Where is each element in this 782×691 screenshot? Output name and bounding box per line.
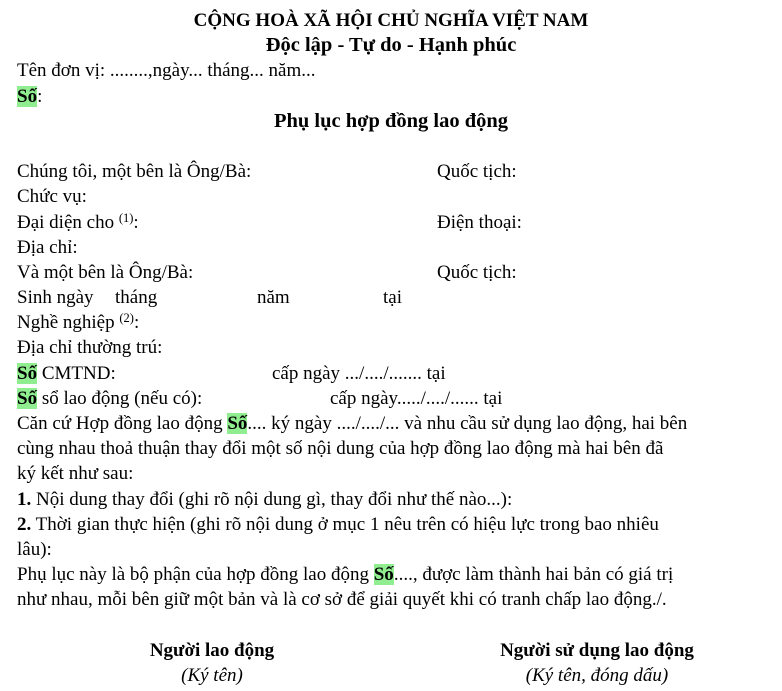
text-segment: cùng nhau thoả thuận thay đổi một số nội dung của hợp đồng lao động mà hai bên đã bbox=[17, 438, 664, 460]
text-segment: Điện thoại: bbox=[437, 211, 522, 233]
text-segment: 2. bbox=[17, 513, 32, 535]
document-body bbox=[17, 8, 765, 613]
text-segment: Phụ lục hợp đồng lao động bbox=[273, 109, 509, 132]
position-line bbox=[17, 184, 765, 209]
so-number-line bbox=[17, 84, 765, 109]
text-segment: .... ký ngày ..../..../... và nhu cầu sử dụng lao động, hai bên bbox=[247, 413, 688, 434]
text-segment: Tên đơn vị: ........,ngày... tháng... năm... bbox=[17, 60, 316, 82]
employer-signature-title: Người sử dụng lao động bbox=[500, 639, 694, 661]
text-segment: : bbox=[133, 211, 139, 233]
so-highlight: Số bbox=[227, 413, 248, 434]
party-b-name-line bbox=[17, 260, 765, 285]
text-segment: Nghề nghiệp bbox=[17, 312, 120, 334]
text-segment: Phụ lục này là bộ phận của hợp đồng lao động bbox=[17, 564, 374, 586]
text-segment: Thời gian thực hiện (ghi rõ nội dung ở mục 1 nêu trên có hiệu lực trong bao nhiêu bbox=[31, 513, 659, 535]
signature-row bbox=[17, 638, 765, 690]
representative-line bbox=[17, 210, 765, 235]
employer-signature-block bbox=[437, 638, 757, 688]
text-segment: ...., được làm thành hai bản có giá trị bbox=[393, 564, 674, 586]
text-segment: như nhau, mỗi bên giữ một bản và là cơ sở để giải quyết khi có tranh chấp lao động./. bbox=[17, 589, 667, 611]
clause-2-line-2 bbox=[17, 537, 765, 562]
text-segment: Căn cứ Hợp đồng lao động bbox=[17, 413, 228, 434]
text-segment: : bbox=[37, 85, 43, 107]
so-highlight: Số bbox=[17, 85, 38, 107]
birth-date-line bbox=[17, 285, 765, 310]
clause-1-line bbox=[17, 487, 765, 512]
text-segment: CMTND: bbox=[37, 362, 116, 384]
clause-2-line-1 bbox=[17, 512, 765, 537]
employee-signature-block bbox=[57, 638, 367, 688]
text-segment: Chúng tôi, một bên là Ông/Bà: bbox=[17, 161, 252, 183]
text-segment: Và một bên là Ông/Bà: bbox=[17, 261, 194, 283]
employee-signature-note: (Ký tên) bbox=[181, 664, 243, 686]
text-segment: sổ lao động (nếu có): bbox=[37, 387, 203, 409]
text-segment: tại bbox=[383, 287, 402, 309]
text-segment: Địa chỉ: bbox=[17, 236, 78, 258]
unit-date-line bbox=[17, 58, 765, 83]
preamble-line-2 bbox=[17, 436, 765, 461]
so-highlight: Số bbox=[17, 362, 38, 384]
address-line bbox=[17, 235, 765, 260]
text-segment: Địa chỉ thường trú: bbox=[17, 337, 163, 359]
text-segment: CỘNG HOÀ XÃ HỘI CHỦ NGHĨA VIỆT NAM bbox=[193, 10, 589, 31]
id-card-line bbox=[17, 361, 765, 386]
text-segment: cấp ngày...../..../...... tại bbox=[330, 387, 503, 409]
document-title bbox=[17, 109, 765, 134]
text-segment: ký kết như sau: bbox=[17, 463, 134, 485]
footnote-marker: (2) bbox=[119, 311, 134, 326]
footnote-marker: (1) bbox=[118, 210, 134, 225]
party-a-name-line bbox=[17, 159, 765, 184]
occupation-line bbox=[17, 310, 765, 335]
so-highlight: Số bbox=[17, 387, 38, 409]
text-segment: cấp ngày .../..../....... tại bbox=[272, 362, 446, 384]
text-segment: Độc lập - Tự do - Hạnh phúc bbox=[265, 34, 517, 57]
employer-signature-note: (Ký tên, đóng dấu) bbox=[525, 664, 669, 686]
closing-line-2 bbox=[17, 587, 765, 612]
text-segment: Quốc tịch: bbox=[437, 161, 517, 183]
closing-line-1 bbox=[17, 562, 765, 587]
text-segment: Nội dung thay đổi (ghi rõ nội dung gì, thay đổi như thế nào...): bbox=[31, 488, 513, 510]
text-segment: 1. bbox=[17, 488, 32, 510]
national-motto bbox=[17, 33, 765, 58]
text-segment: lâu): bbox=[17, 538, 52, 560]
preamble-line-3 bbox=[17, 461, 765, 486]
so-highlight: Số bbox=[373, 564, 394, 586]
labor-book-line bbox=[17, 386, 765, 411]
employee-signature-title: Người lao động bbox=[149, 639, 275, 661]
text-segment: Quốc tịch: bbox=[437, 261, 517, 283]
permanent-address-line bbox=[17, 335, 765, 360]
text-segment: Chức vụ: bbox=[17, 186, 87, 208]
text-segment: Sinh ngày bbox=[17, 287, 94, 309]
preamble-line-1 bbox=[17, 411, 765, 436]
text-segment: năm bbox=[257, 287, 290, 309]
national-title bbox=[17, 8, 765, 33]
text-segment: Đại diện cho bbox=[17, 211, 119, 233]
text-segment: : bbox=[133, 312, 140, 334]
text-segment: tháng bbox=[115, 287, 158, 309]
blank-line bbox=[17, 134, 765, 159]
